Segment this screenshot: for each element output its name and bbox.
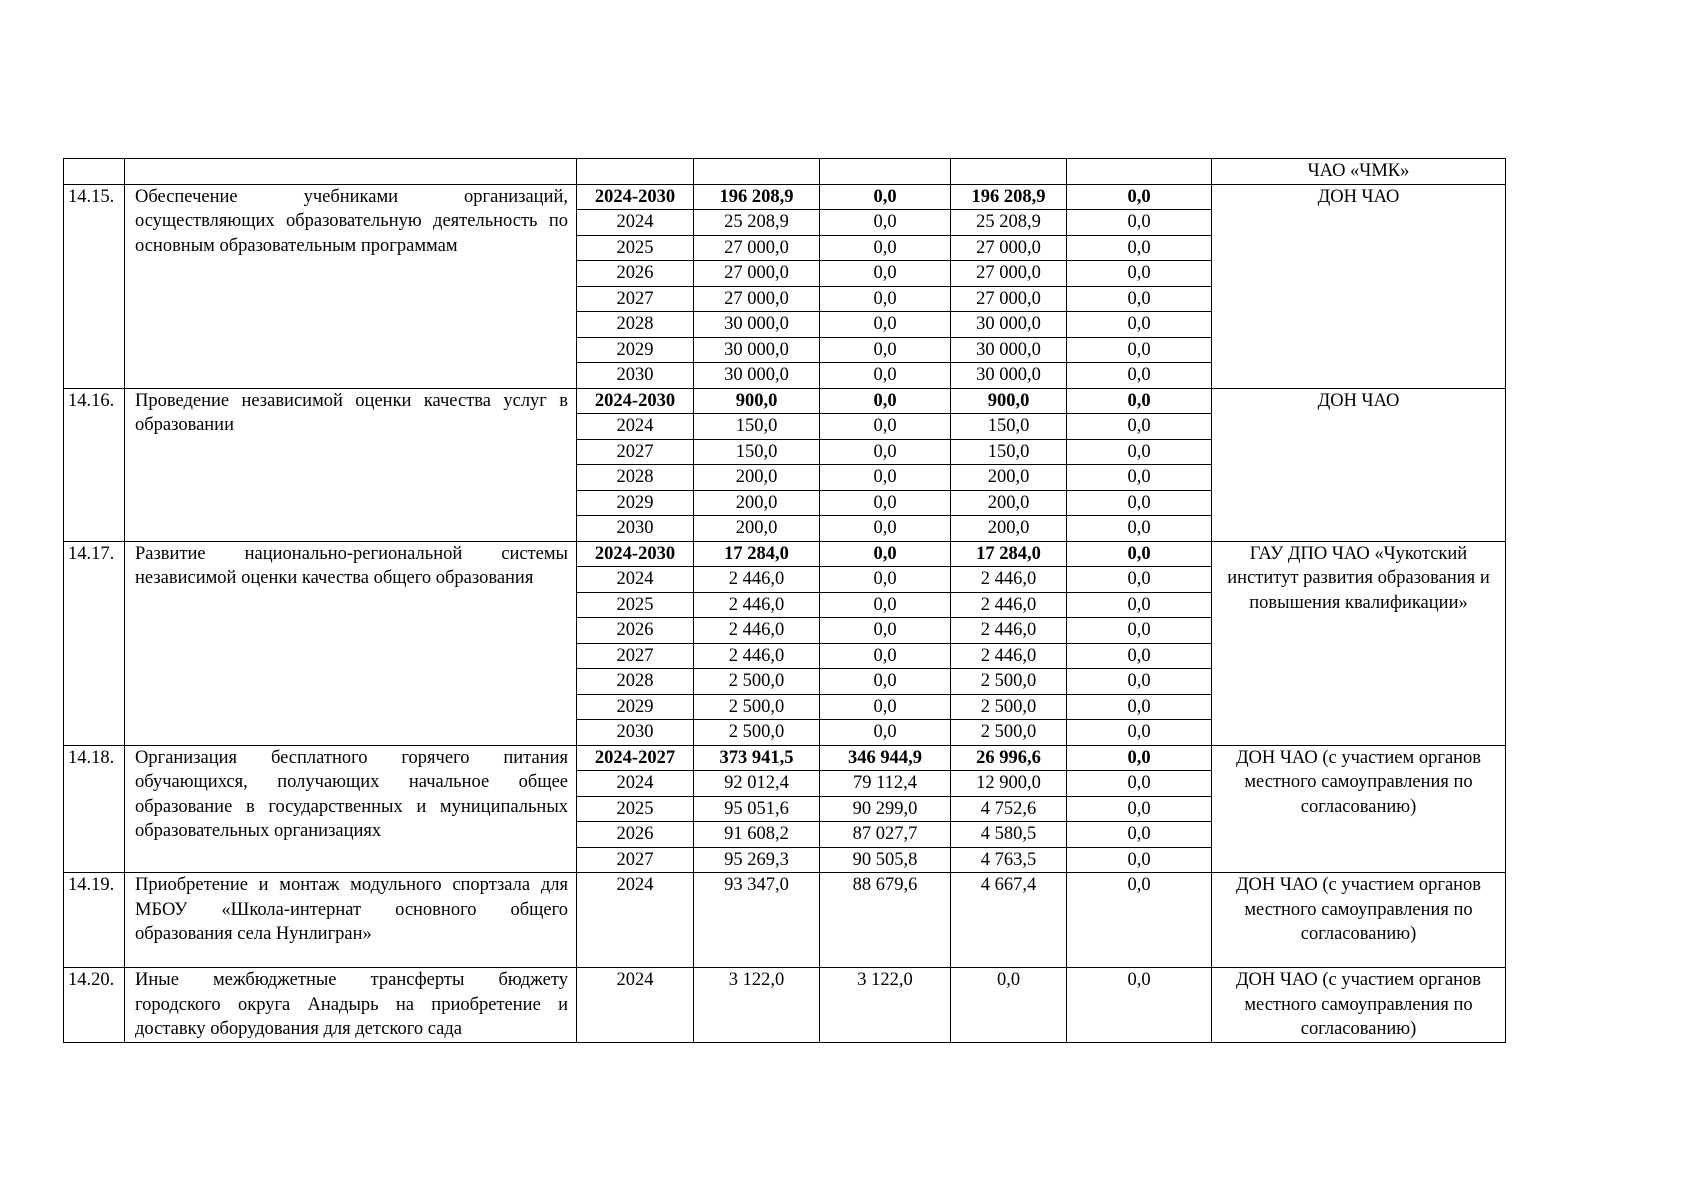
year-period: 2030: [577, 720, 694, 746]
year-loc: 0,0: [1067, 643, 1212, 669]
year-all: 200,0: [694, 490, 820, 516]
year-reg: 4 763,5: [951, 847, 1067, 873]
year-loc: 0,0: [1067, 210, 1212, 236]
total-period: 2024-2027: [577, 745, 694, 771]
executor-cell: ЧАО «ЧМК»: [1212, 159, 1506, 185]
year-loc: 0,0: [1067, 490, 1212, 516]
item-number: 14.19.: [64, 873, 125, 968]
year-loc: 0,0: [1067, 847, 1212, 873]
year-all: 2 446,0: [694, 592, 820, 618]
year-reg: 200,0: [951, 490, 1067, 516]
year-all: 92 012,4: [694, 771, 820, 797]
item-number: 14.16.: [64, 388, 125, 541]
year-all: 2 500,0: [694, 669, 820, 695]
year-fed: 90 505,8: [820, 847, 951, 873]
year-period: 2024: [577, 771, 694, 797]
year-fed: 79 112,4: [820, 771, 951, 797]
value-all: 3 122,0: [694, 968, 820, 1043]
year-reg: 30 000,0: [951, 363, 1067, 389]
year-reg: 150,0: [951, 439, 1067, 465]
year-all: 2 446,0: [694, 643, 820, 669]
year-fed: 0,0: [820, 643, 951, 669]
year-all: 27 000,0: [694, 235, 820, 261]
year-loc: 0,0: [1067, 618, 1212, 644]
year-reg: 12 900,0: [951, 771, 1067, 797]
year-all: 25 208,9: [694, 210, 820, 236]
year-period: 2029: [577, 694, 694, 720]
year-period: 2026: [577, 261, 694, 287]
total-fed: 0,0: [820, 184, 951, 210]
year-period: 2028: [577, 465, 694, 491]
year-loc: 0,0: [1067, 592, 1212, 618]
year-fed: 0,0: [820, 235, 951, 261]
year-reg: 2 446,0: [951, 618, 1067, 644]
year-reg: 4 580,5: [951, 822, 1067, 848]
year-reg: 2 446,0: [951, 592, 1067, 618]
total-all: 373 941,5: [694, 745, 820, 771]
year-all: 91 608,2: [694, 822, 820, 848]
year-all: 95 269,3: [694, 847, 820, 873]
item-number: 14.20.: [64, 968, 125, 1043]
total-reg: 196 208,9: [951, 184, 1067, 210]
year-reg: 2 500,0: [951, 694, 1067, 720]
year-all: 30 000,0: [694, 337, 820, 363]
table-row: [64, 968, 1506, 1043]
year-loc: 0,0: [1067, 669, 1212, 695]
year-fed: 0,0: [820, 465, 951, 491]
year-fed: 0,0: [820, 337, 951, 363]
value-reg: 0,0: [951, 968, 1067, 1043]
year-fed: 0,0: [820, 414, 951, 440]
value-reg: 4 667,4: [951, 873, 1067, 968]
year-loc: 0,0: [1067, 235, 1212, 261]
year-loc: 0,0: [1067, 414, 1212, 440]
year-all: 27 000,0: [694, 261, 820, 287]
total-reg: 26 996,6: [951, 745, 1067, 771]
year-period: 2030: [577, 363, 694, 389]
year-loc: 0,0: [1067, 337, 1212, 363]
year-fed: 0,0: [820, 669, 951, 695]
year-all: 150,0: [694, 414, 820, 440]
year-reg: 200,0: [951, 465, 1067, 491]
year-loc: 0,0: [1067, 771, 1212, 797]
year-loc: 0,0: [1067, 465, 1212, 491]
year-fed: 0,0: [820, 516, 951, 542]
year-fed: 0,0: [820, 592, 951, 618]
year-reg: 25 208,9: [951, 210, 1067, 236]
year-all: 30 000,0: [694, 312, 820, 338]
year-all: 2 446,0: [694, 618, 820, 644]
executor-cell: ДОН ЧАО (с участием органов местного самоуправления по согласованию): [1212, 968, 1506, 1043]
year-period: 2029: [577, 337, 694, 363]
year-period: 2028: [577, 312, 694, 338]
year-period: 2029: [577, 490, 694, 516]
year-all: 200,0: [694, 465, 820, 491]
year-reg: 30 000,0: [951, 337, 1067, 363]
item-description: Обеспечение учебниками организаций, осуществляющих образовательную деятельность по основным образовательным программам: [125, 184, 577, 388]
year-loc: 0,0: [1067, 694, 1212, 720]
value-fed: 88 679,6: [820, 873, 951, 968]
year-loc: 0,0: [1067, 516, 1212, 542]
year-fed: 0,0: [820, 694, 951, 720]
year-period: 2025: [577, 592, 694, 618]
year-reg: 27 000,0: [951, 235, 1067, 261]
year-fed: 87 027,7: [820, 822, 951, 848]
year-all: 27 000,0: [694, 286, 820, 312]
year-fed: 0,0: [820, 439, 951, 465]
item-description: Проведение независимой оценки качества услуг в образовании: [125, 388, 577, 541]
year-loc: 0,0: [1067, 567, 1212, 593]
table-row: [64, 541, 1506, 567]
year-loc: 0,0: [1067, 261, 1212, 287]
year-reg: 150,0: [951, 414, 1067, 440]
item-number: 14.18.: [64, 745, 125, 873]
year-fed: 0,0: [820, 286, 951, 312]
total-all: 17 284,0: [694, 541, 820, 567]
year-reg: 27 000,0: [951, 261, 1067, 287]
value-all: 93 347,0: [694, 873, 820, 968]
year-loc: 0,0: [1067, 286, 1212, 312]
year-reg: 27 000,0: [951, 286, 1067, 312]
year-loc: 0,0: [1067, 796, 1212, 822]
year-fed: 0,0: [820, 312, 951, 338]
year-period: 2026: [577, 822, 694, 848]
year-reg: 2 446,0: [951, 643, 1067, 669]
year-loc: 0,0: [1067, 822, 1212, 848]
budget-table: [63, 158, 1506, 1043]
total-reg: 17 284,0: [951, 541, 1067, 567]
year-fed: 0,0: [820, 618, 951, 644]
value-fed: 3 122,0: [820, 968, 951, 1043]
year-fed: 0,0: [820, 210, 951, 236]
year-period: 2024: [577, 567, 694, 593]
year-all: 2 500,0: [694, 694, 820, 720]
table-row: [64, 745, 1506, 771]
total-period: 2024-2030: [577, 184, 694, 210]
year-all: 30 000,0: [694, 363, 820, 389]
item-description: Развитие национально-региональной системы независимой оценки качества общего образования: [125, 541, 577, 745]
executor-cell: ДОН ЧАО (с участием органов местного самоуправления по согласованию): [1212, 745, 1506, 873]
year-all: 200,0: [694, 516, 820, 542]
year-loc: 0,0: [1067, 312, 1212, 338]
year-all: 2 446,0: [694, 567, 820, 593]
total-loc: 0,0: [1067, 745, 1212, 771]
year-reg: 2 500,0: [951, 669, 1067, 695]
total-period: 2024-2030: [577, 541, 694, 567]
table-row: [64, 873, 1506, 968]
executor-cell: ДОН ЧАО: [1212, 184, 1506, 388]
year-period: 2027: [577, 847, 694, 873]
value-period: 2024: [577, 873, 694, 968]
item-number: 14.15.: [64, 184, 125, 388]
continuation-row: [64, 159, 1506, 185]
year-all: 150,0: [694, 439, 820, 465]
year-all: 95 051,6: [694, 796, 820, 822]
year-period: 2027: [577, 643, 694, 669]
year-period: 2030: [577, 516, 694, 542]
year-fed: 0,0: [820, 567, 951, 593]
year-period: 2024: [577, 210, 694, 236]
total-fed: 0,0: [820, 541, 951, 567]
item-description: Приобретение и монтаж модульного спортзала для МБОУ «Школа-интернат основного общего образования села Нунлигран»: [125, 873, 577, 968]
year-fed: 0,0: [820, 363, 951, 389]
year-fed: 0,0: [820, 261, 951, 287]
executor-cell: ДОН ЧАО: [1212, 388, 1506, 541]
year-reg: 4 752,6: [951, 796, 1067, 822]
executor-cell: ДОН ЧАО (с участием органов местного самоуправления по согласованию): [1212, 873, 1506, 968]
executor-cell: ГАУ ДПО ЧАО «Чукотский институт развития образования и повышения квалификации»: [1212, 541, 1506, 745]
year-fed: 0,0: [820, 490, 951, 516]
total-period: 2024-2030: [577, 388, 694, 414]
year-period: 2025: [577, 796, 694, 822]
total-loc: 0,0: [1067, 388, 1212, 414]
total-reg: 900,0: [951, 388, 1067, 414]
total-loc: 0,0: [1067, 184, 1212, 210]
year-period: 2028: [577, 669, 694, 695]
item-description: Организация бесплатного горячего питания обучающихся, получающих начальное общее образование в государственных и муниципальных образовательных организациях: [125, 745, 577, 873]
table-row: [64, 184, 1506, 210]
value-loc: 0,0: [1067, 873, 1212, 968]
year-loc: 0,0: [1067, 720, 1212, 746]
item-description: Иные межбюджетные трансферты бюджету городского округа Анадырь на приобретение и доставку оборудования для детского сада: [125, 968, 577, 1043]
year-period: 2027: [577, 439, 694, 465]
value-period: 2024: [577, 968, 694, 1043]
year-reg: 2 500,0: [951, 720, 1067, 746]
year-period: 2024: [577, 414, 694, 440]
year-period: 2026: [577, 618, 694, 644]
total-all: 900,0: [694, 388, 820, 414]
year-fed: 90 299,0: [820, 796, 951, 822]
year-reg: 2 446,0: [951, 567, 1067, 593]
total-fed: 0,0: [820, 388, 951, 414]
year-period: 2025: [577, 235, 694, 261]
year-period: 2027: [577, 286, 694, 312]
item-number: 14.17.: [64, 541, 125, 745]
total-loc: 0,0: [1067, 541, 1212, 567]
table-row: [64, 388, 1506, 414]
total-fed: 346 944,9: [820, 745, 951, 771]
year-fed: 0,0: [820, 720, 951, 746]
year-loc: 0,0: [1067, 363, 1212, 389]
year-reg: 200,0: [951, 516, 1067, 542]
year-all: 2 500,0: [694, 720, 820, 746]
year-loc: 0,0: [1067, 439, 1212, 465]
value-loc: 0,0: [1067, 968, 1212, 1043]
total-all: 196 208,9: [694, 184, 820, 210]
year-reg: 30 000,0: [951, 312, 1067, 338]
